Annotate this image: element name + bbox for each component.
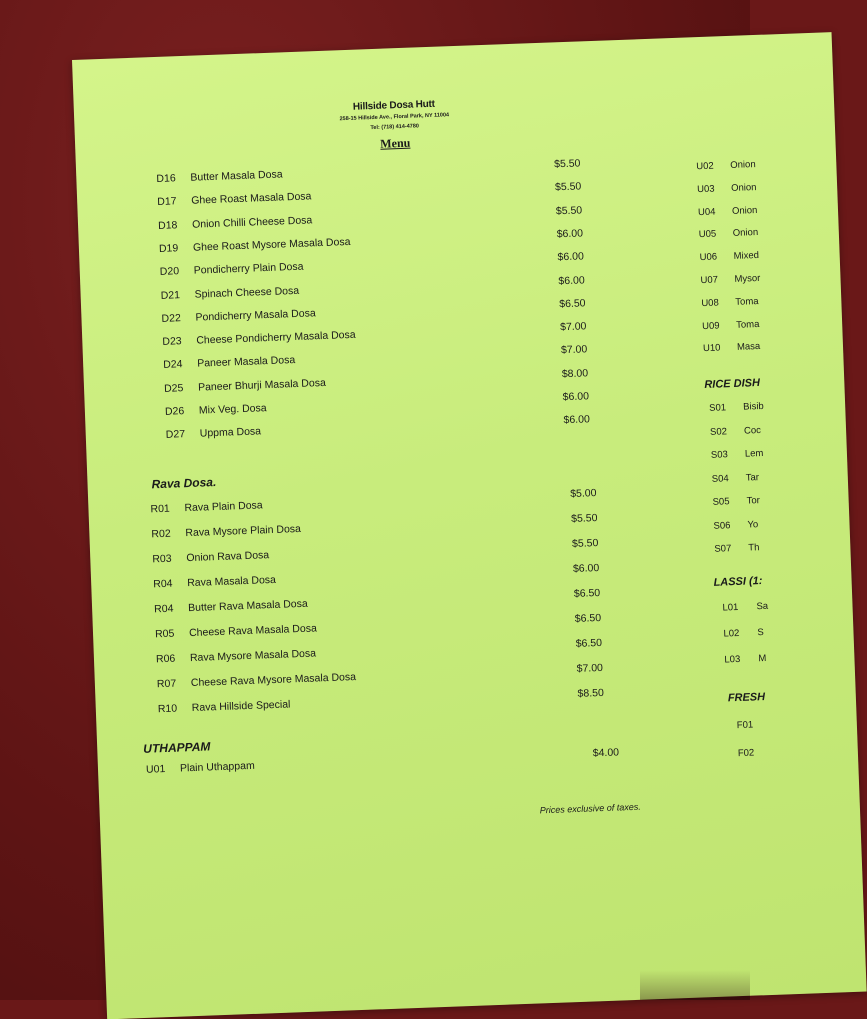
item-code: R01	[150, 502, 170, 516]
item-code: D20	[159, 265, 180, 279]
item-code: U01	[145, 763, 166, 776]
item-price: $6.00	[556, 227, 584, 241]
item-name: Rava Mysore Masala Dosa	[189, 647, 317, 665]
item-code: F02	[737, 747, 755, 760]
item-code: U08	[701, 297, 719, 309]
item-price: $5.00	[570, 487, 597, 501]
item-code: R10	[157, 702, 178, 716]
item-name: Onion	[731, 204, 758, 217]
item-name: Pondicherry Plain Dosa	[193, 260, 304, 277]
item-price: $6.50	[575, 636, 603, 650]
item-code: D27	[165, 428, 186, 442]
item-name: Rava Masala Dosa	[187, 573, 277, 590]
item-price: $7.00	[576, 661, 604, 675]
menu-heading: Menu	[380, 135, 411, 151]
item-price: $4.00	[592, 746, 620, 760]
section-heading: FRESH	[727, 691, 766, 705]
item-code: R04	[153, 602, 174, 616]
item-name: Tar	[745, 471, 760, 484]
section-heading: RICE DISH	[704, 377, 761, 392]
item-name: Lem	[744, 447, 764, 460]
restaurant-address: 258-15 Hillside Ave., Floral Park, NY 11004	[339, 112, 450, 123]
item-code: S07	[714, 543, 732, 555]
item-price: $7.00	[560, 343, 588, 357]
item-code: U09	[701, 320, 720, 332]
item-code: R06	[155, 652, 176, 666]
item-code: S02	[709, 425, 728, 438]
item-name: Onion	[730, 159, 756, 171]
rava-dosa-heading: Rava Dosa.	[151, 475, 217, 492]
item-name: Th	[748, 542, 760, 554]
item-name: S	[757, 627, 764, 639]
item-name: Sa	[756, 600, 769, 613]
item-name: Bisib	[742, 400, 764, 413]
item-code: S06	[713, 519, 731, 532]
item-code: R05	[154, 627, 175, 641]
item-name: Spinach Cheese Dosa	[194, 284, 300, 301]
section-heading: LASSI (1:	[713, 575, 763, 589]
item-name: Paneer Masala Dosa	[197, 354, 296, 371]
item-code: D16	[156, 172, 176, 185]
item-code: S05	[712, 496, 730, 508]
item-code: D19	[158, 242, 179, 255]
item-code: F01	[736, 719, 754, 732]
item-name: Onion	[732, 227, 759, 240]
item-name: Rava Hillside Special	[191, 698, 291, 715]
restaurant-name: Hillside Dosa Hutt	[352, 98, 436, 113]
item-name: Uppma Dosa	[199, 425, 262, 440]
item-code: R04	[153, 577, 173, 591]
item-name: Cheese Rava Mysore Masala Dosa	[190, 671, 357, 690]
item-name: Rava Plain Dosa	[184, 499, 263, 515]
item-price: $5.50	[555, 204, 583, 217]
restaurant-phone: Tel: (718) 414-4780	[370, 123, 420, 132]
item-name: Masa	[736, 341, 761, 354]
item-code: D24	[163, 358, 183, 372]
item-price: $6.00	[563, 413, 591, 427]
item-name: Rava Mysore Plain Dosa	[185, 522, 302, 540]
item-code: D22	[161, 311, 182, 325]
item-price: $5.50	[553, 157, 581, 171]
item-code: L01	[722, 601, 739, 614]
item-code: U03	[696, 183, 715, 195]
item-name: Mysor	[734, 272, 761, 285]
item-code: S01	[708, 402, 727, 414]
item-code: D25	[163, 381, 184, 395]
item-code: U07	[700, 274, 719, 287]
item-code: U06	[699, 251, 718, 264]
item-price: $5.50	[571, 537, 599, 550]
item-code: D23	[162, 335, 182, 348]
item-code: R07	[156, 677, 177, 691]
item-price: $6.00	[557, 250, 585, 264]
item-code: U05	[698, 228, 717, 241]
item-code: S03	[710, 449, 729, 461]
item-name: Onion Rava Dosa	[186, 549, 270, 565]
item-price: $5.50	[554, 180, 582, 194]
item-name: M	[758, 652, 767, 665]
item-code: S04	[711, 472, 729, 485]
item-name: Yo	[747, 518, 759, 531]
item-price: $6.00	[558, 273, 585, 287]
item-name: Coc	[743, 424, 762, 437]
item-name: Onion	[730, 181, 757, 194]
item-name: Mix Veg. Dosa	[198, 402, 267, 417]
item-code: U10	[702, 342, 721, 355]
item-price: $6.50	[573, 587, 601, 600]
item-code: U04	[697, 206, 716, 218]
item-name: Cheese Pondicherry Masala Dosa	[196, 328, 356, 347]
item-name: Toma	[735, 318, 760, 331]
item-name: Onion Chilli Cheese Dosa	[191, 213, 313, 231]
item-name: Ghee Roast Mysore Masala Dosa	[192, 235, 351, 254]
item-price: $6.50	[559, 297, 586, 311]
item-price: $8.50	[577, 686, 605, 700]
item-name: Pondicherry Masala Dosa	[195, 307, 316, 324]
item-code: D17	[157, 195, 177, 209]
item-code: R03	[152, 552, 172, 566]
item-code: D18	[157, 218, 178, 232]
item-name: Cheese Rava Masala Dosa	[188, 622, 318, 640]
item-price: $5.50	[570, 512, 598, 526]
item-name: Paneer Bhurji Masala Dosa	[197, 376, 327, 394]
item-code: U02	[696, 160, 714, 173]
item-code: R02	[151, 527, 171, 541]
item-name: Butter Masala Dosa	[190, 168, 283, 184]
item-price: $6.50	[574, 611, 602, 625]
tax-note: Prices exclusive of taxes.	[539, 801, 641, 816]
item-price: $7.00	[559, 320, 587, 334]
item-name: Butter Rava Masala Dosa	[187, 597, 308, 615]
item-name: Plain Uthappam	[179, 759, 255, 775]
item-name: Tor	[746, 495, 761, 507]
menu-sheet	[72, 32, 867, 1019]
uthappam-heading: UTHAPPAM	[143, 739, 211, 756]
item-name: Ghee Roast Masala Dosa	[191, 190, 312, 208]
item-price: $6.00	[562, 390, 590, 404]
item-name: Toma	[735, 295, 759, 308]
paper-shadow	[640, 970, 750, 1000]
item-code: L03	[724, 653, 741, 666]
item-code: D26	[164, 405, 185, 418]
item-code: L02	[723, 627, 740, 640]
item-price: $6.00	[572, 562, 600, 575]
item-code: D21	[160, 288, 181, 302]
item-name: Mixed	[733, 250, 760, 263]
item-price: $8.00	[561, 366, 589, 380]
